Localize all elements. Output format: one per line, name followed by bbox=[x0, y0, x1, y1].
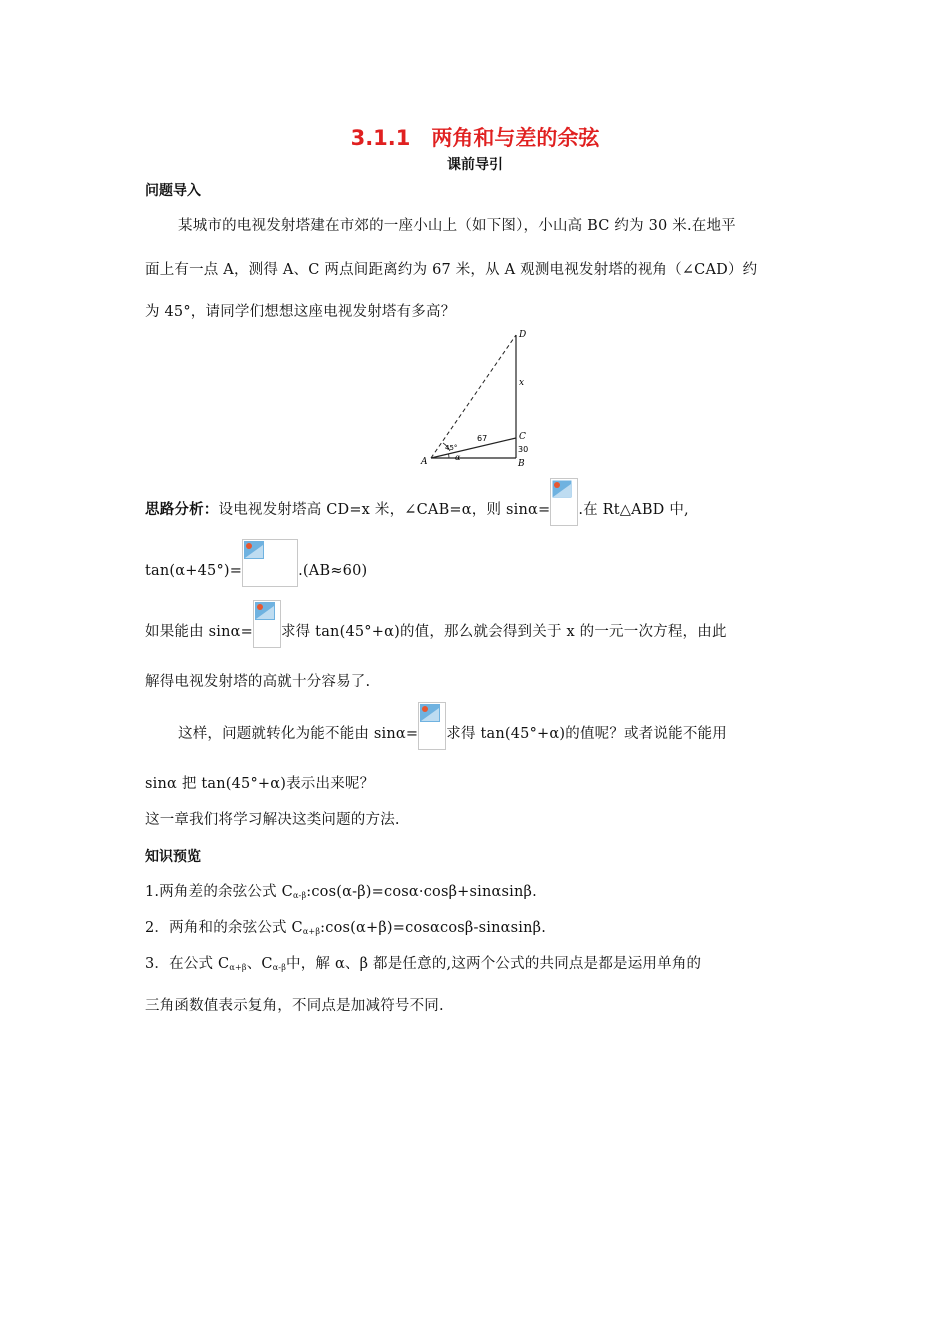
paragraph-line-3: 为 45°，请同学们想想这座电视发射塔有多高？ bbox=[145, 304, 456, 320]
knowledge-1-text-a: 1.两角差的余弦公式 C bbox=[145, 884, 293, 900]
analysis-line-5 bbox=[178, 718, 727, 750]
paragraph-line-1: 某城市的电视发射塔建在市郊的一座小山上（如下图），小山高 BC 约为 30 米.在地平 bbox=[178, 218, 736, 234]
analysis-text-1b: .在 Rt△ABD 中, bbox=[578, 502, 689, 518]
line-ac bbox=[431, 438, 516, 458]
analysis-line-2 bbox=[145, 555, 367, 587]
analysis-line-1 bbox=[145, 494, 689, 526]
knowledge-2-text-a: 2．两角和的余弦公式 C bbox=[145, 920, 303, 936]
label-x: x bbox=[519, 378, 525, 388]
label-b: B bbox=[518, 459, 525, 469]
knowledge-2-subscript: α+β bbox=[302, 927, 321, 936]
knowledge-3-text-b: 中，解 α、β 都是任意的,这两个公式的共同点是都是运用单角的 bbox=[286, 956, 702, 972]
tower-triangle-figure bbox=[415, 325, 545, 470]
page-title: 3.1.1 两角和与差的余弦 bbox=[350, 126, 600, 150]
section-heading-intro: 问题导入 bbox=[145, 183, 201, 199]
label-ac-length: 67 bbox=[477, 434, 488, 443]
missing-formula-image-icon bbox=[253, 600, 281, 648]
label-bc-length: 30 bbox=[518, 445, 529, 454]
knowledge-3-text-a: 3．在公式 C bbox=[145, 956, 230, 972]
knowledge-1-text-b: :cos(α-β)=cosα·cosβ+sinαsinβ. bbox=[306, 884, 537, 900]
analysis-line-4: 解得电视发射塔的高就十分容易了. bbox=[145, 674, 371, 690]
label-d: D bbox=[519, 330, 527, 340]
knowledge-1-subscript: α-β bbox=[292, 891, 307, 900]
label-a: A bbox=[421, 457, 428, 467]
paragraph-line-2: 面上有一点 A，测得 A、C 两点间距离约为 67 米，从 A 观测电视发射塔的视角（∠CAD）约 bbox=[145, 262, 758, 278]
analysis-text-3b: 求得 tan(45°+α)的值，那么就会得到关于 x 的一元一次方程，由此 bbox=[280, 624, 727, 640]
knowledge-item-2 bbox=[145, 916, 546, 937]
analysis-text-1a: 设电视发射塔高 CD=x 米，∠CAB=α，则 sinα= bbox=[218, 502, 551, 518]
knowledge-item-3 bbox=[145, 952, 701, 973]
label-alpha: α bbox=[455, 453, 461, 462]
missing-formula-image-icon bbox=[550, 478, 578, 526]
missing-formula-image-icon bbox=[418, 702, 446, 750]
label-45-degrees: 45° bbox=[445, 444, 458, 452]
missing-formula-image-icon bbox=[242, 539, 298, 587]
line-ad-dashed bbox=[431, 335, 516, 458]
analysis-text-5a: 这样，问题就转化为能不能由 sinα= bbox=[178, 726, 419, 742]
analysis-label: 思路分析： bbox=[145, 502, 219, 518]
label-c: C bbox=[519, 432, 526, 442]
analysis-text-3a: 如果能由 sinα= bbox=[145, 624, 253, 640]
analysis-line-6: sinα 把 tan(45°+α)表示出来呢？ bbox=[145, 776, 375, 792]
analysis-text-5b: 求得 tan(45°+α)的值呢？或者说能不能用 bbox=[446, 726, 727, 742]
knowledge-item-3-continued: 三角函数值表示复角，不同点是加减符号不同. bbox=[145, 998, 444, 1014]
knowledge-3-subscript-1: α+β bbox=[229, 963, 247, 972]
analysis-text-2a: tan(α+45°)= bbox=[145, 563, 243, 579]
knowledge-3-text-mid: 、C bbox=[246, 956, 273, 972]
page-subtitle: 课前导引 bbox=[447, 157, 503, 173]
knowledge-3-subscript-2: α-β bbox=[272, 963, 287, 972]
analysis-text-2b: .(AB≈60) bbox=[298, 563, 368, 579]
knowledge-2-text-b: :cos(α+β)=cosαcosβ-sinαsinβ. bbox=[320, 920, 547, 936]
section-heading-preview: 知识预览 bbox=[145, 849, 201, 865]
analysis-line-3 bbox=[145, 616, 727, 648]
analysis-line-7: 这一章我们将学习解决这类问题的方法. bbox=[145, 812, 400, 828]
knowledge-item-1 bbox=[145, 880, 537, 901]
